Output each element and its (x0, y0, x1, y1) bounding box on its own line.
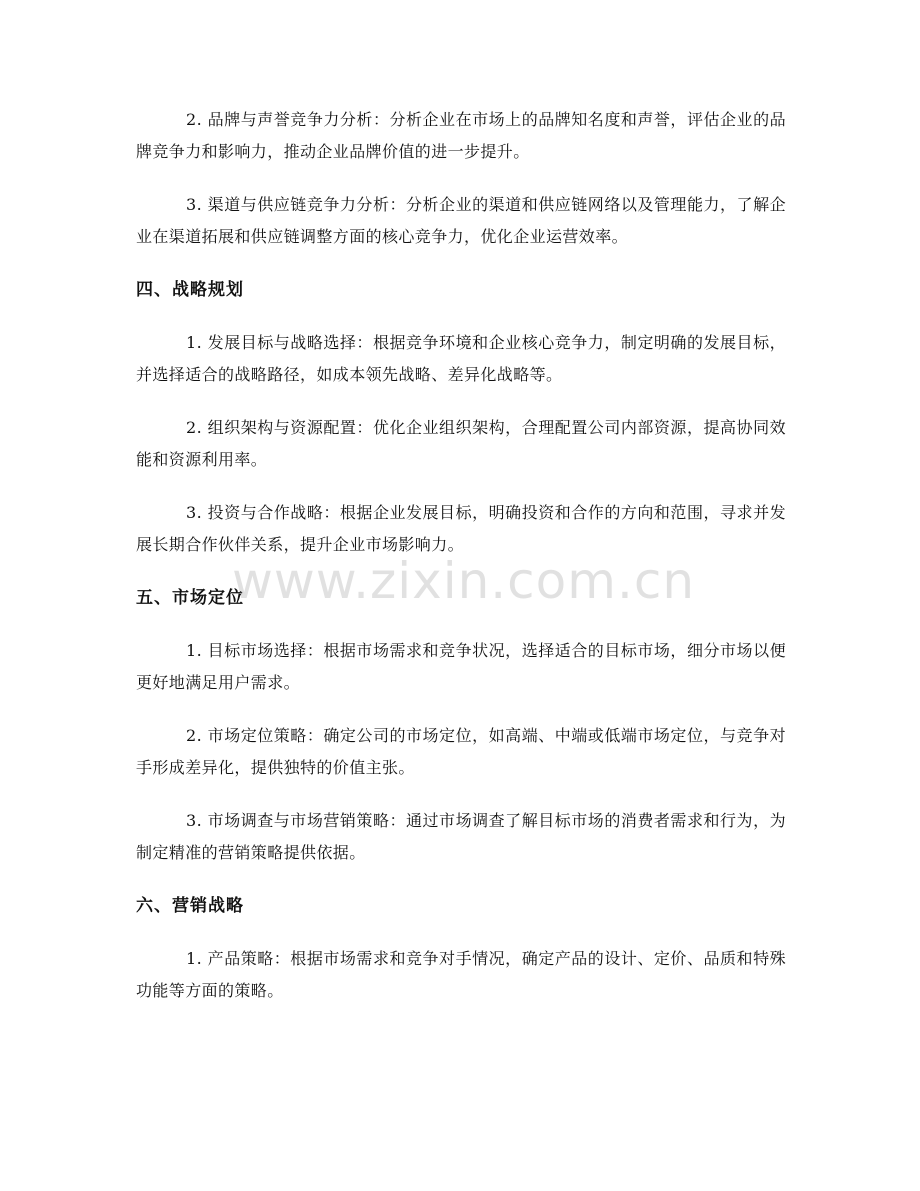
paragraph-organization-resources: 2. 组织架构与资源配置：优化企业组织架构，合理配置公司内部资源，提高协同效能和资源利用率。 (136, 418, 786, 469)
paragraph-market-research: 3. 市场调查与市场营销策略：通过市场调查了解目标市场的消费者需求和行为，为制定精准的营销策略提供依据。 (136, 811, 786, 862)
paragraph-target-market: 1. 目标市场选择：根据市场需求和竞争状况，选择适合的目标市场，细分市场以便更好地满足用户需求。 (136, 641, 786, 692)
paragraph-investment-cooperation: 3. 投资与合作战略：根据企业发展目标，明确投资和合作的方向和范围，寻求并发展长期合作伙伴关系，提升企业市场影响力。 (136, 503, 786, 554)
paragraph-brand-competitiveness: 2. 品牌与声誉竞争力分析：分析企业在市场上的品牌知名度和声誉，评估企业的品牌竞争力和影响力，推动企业品牌价值的进一步提升。 (136, 110, 786, 161)
section-heading-marketing-strategy: 六、营销战略 (136, 896, 244, 916)
paragraph-channel-supply-chain: 3. 渠道与供应链竞争力分析：分析企业的渠道和供应链网络以及管理能力，了解企业在渠道拓展和供应链调整方面的核心竞争力，优化企业运营效率。 (136, 195, 786, 246)
section-heading-market-positioning: 五、市场定位 (136, 588, 244, 608)
paragraph-development-goals: 1. 发展目标与战略选择：根据竞争环境和企业核心竞争力，制定明确的发展目标，并选择适合的战略路径，如成本领先战略、差异化战略等。 (136, 333, 786, 384)
watermark-text: www.zixin.com.cn (232, 552, 696, 610)
section-heading-strategic-planning: 四、战略规划 (136, 280, 244, 300)
paragraph-product-strategy: 1. 产品策略：根据市场需求和竞争对手情况，确定产品的设计、定价、品质和特殊功能等方面的策略。 (136, 949, 786, 1000)
paragraph-positioning-strategy: 2. 市场定位策略：确定公司的市场定位，如高端、中端或低端市场定位，与竞争对手形成差异化，提供独特的价值主张。 (136, 726, 786, 777)
document-body (136, 104, 786, 1028)
